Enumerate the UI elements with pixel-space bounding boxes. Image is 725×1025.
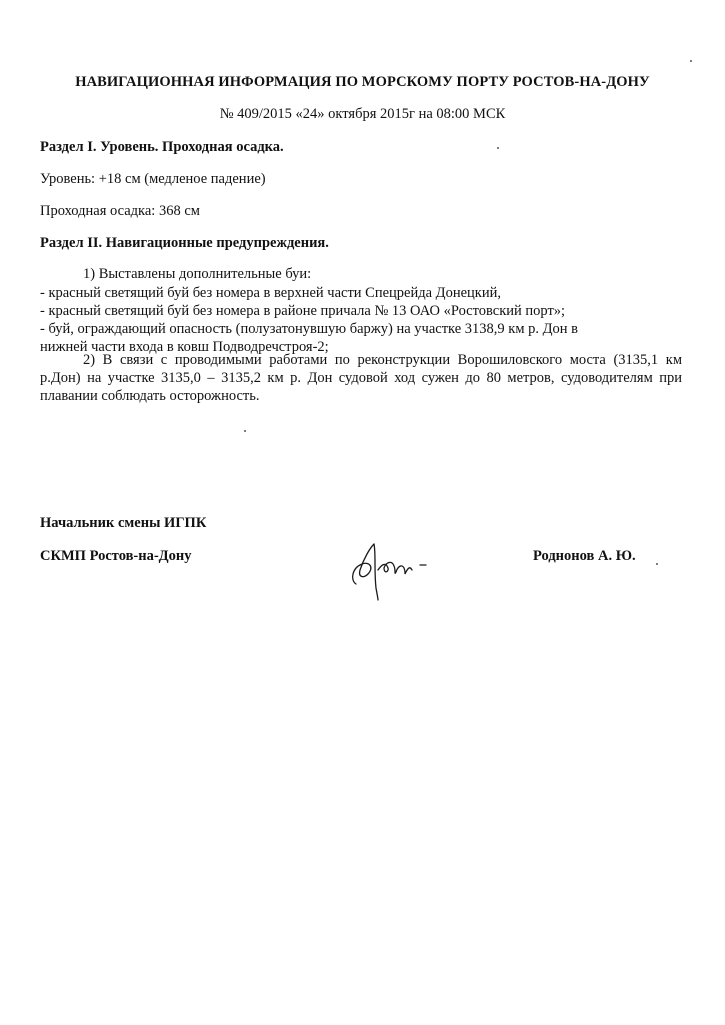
buoy-item-2: - красный светящий буй без номера в районе причала № 13 ОАО «Ростовский порт»; xyxy=(40,303,566,319)
scan-speck xyxy=(656,563,658,565)
buoy-item-1: - красный светящий буй без номера в верхней части Спецрейда Донецкий, xyxy=(40,285,501,301)
signer-position-line2: СКМП Ростов-на-Дону xyxy=(40,548,192,564)
warning-item2-line3: плавании соблюдать осторожность. xyxy=(40,388,260,404)
scan-speck xyxy=(497,147,499,149)
level-value: Уровень: +18 см (медленое падение) xyxy=(40,171,266,187)
document-title: НАВИГАЦИОННАЯ ИНФОРМАЦИЯ ПО МОРСКОМУ ПОРТУ РОСТОВ-НА-ДОНУ xyxy=(75,74,650,90)
warning-item1-intro: 1) Выставлены дополнительные буи: xyxy=(83,266,312,282)
section2-heading: Раздел II. Навигационные предупреждения. xyxy=(40,235,329,251)
buoy-item-3-line2: нижней части входа в ковш Подводречстроя-2; xyxy=(40,339,329,355)
warning-item2-line1: 2) В связи с проводимыми работами по реконструкции Ворошиловского моста (3135,1 км xyxy=(83,352,682,368)
section1-heading: Раздел I. Уровень. Проходная осадка. xyxy=(40,139,284,155)
signer-name: Роднонов А. Ю. xyxy=(533,548,636,564)
warning-item2-line2: р.Дон) на участке 3135,0 – 3135,2 км р. Дон судовой ход сужен до 80 метров, судоводителям при xyxy=(40,370,682,386)
document-number-date: № 409/2015 «24» октября 2015г на 08:00 МСК xyxy=(219,106,506,122)
scan-speck xyxy=(690,60,692,62)
signer-position-line1: Начальник смены ИГПК xyxy=(40,515,207,531)
handwritten-signature xyxy=(344,540,434,602)
scan-speck xyxy=(244,430,246,432)
buoy-item-3-line1: - буй, ограждающий опасность (полузатонувшую баржу) на участке 3138,9 км р. Дон в xyxy=(40,321,579,337)
draft-value: Проходная осадка: 368 см xyxy=(40,203,200,219)
